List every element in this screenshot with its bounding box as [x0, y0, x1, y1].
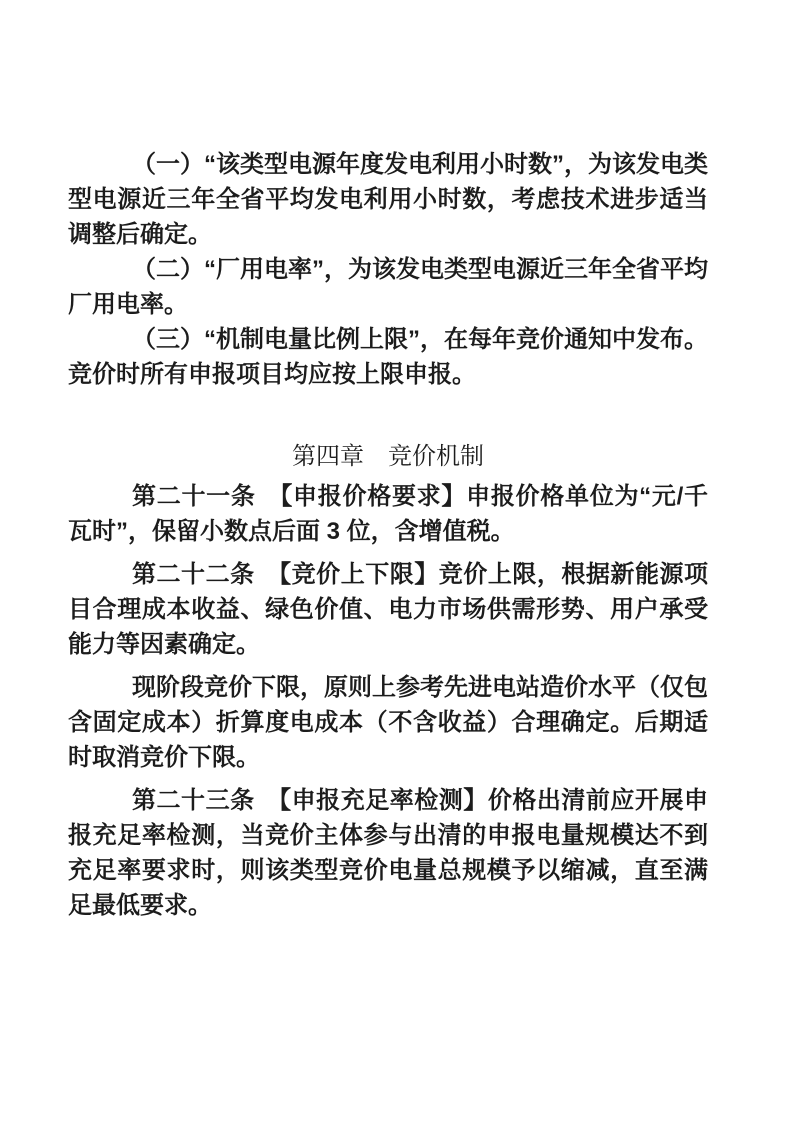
- article-21-paragraph: 第二十一条 【申报价格要求】申报价格单位为“元/千瓦时”，保留小数点后面 3 位，含增值税。: [68, 483, 708, 545]
- article-22-continuation-paragraph: 现阶段竞价下限，原则上参考先进电站造价水平（仅包含固定成本）折算度电成本（不含收益）合理确定。后期适时取消竞价下限。: [68, 674, 708, 771]
- clause-item-3: （三）“机制电量比例上限”，在每年竞价通知中发布。竞价时所有申报项目均应按上限申报。: [68, 326, 708, 388]
- clause-item-1: （一）“该类型电源年度发电利用小时数”，为该发电类型电源近三年全省平均发电利用小时数，考虑技术进步适当调整后确定。: [68, 151, 708, 248]
- article-23-paragraph: 第二十三条 【申报充足率检测】价格出清前应开展申报充足率检测，当竞价主体参与出清的申报电量规模达不到充足率要求时，则该类型竞价电量总规模予以缩减，直至满足最低要求。: [68, 787, 708, 919]
- article-22-paragraph: 第二十二条 【竞价上下限】竞价上限，根据新能源项目合理成本收益、绿色价值、电力市场供需形势、用户承受能力等因素确定。: [68, 561, 708, 658]
- clause-item-2: （二）“厂用电率”，为该发电类型电源近三年全省平均厂用电率。: [68, 256, 708, 318]
- chapter-heading: 第四章 竞价机制: [292, 444, 484, 470]
- document-body: [68, 147, 708, 931]
